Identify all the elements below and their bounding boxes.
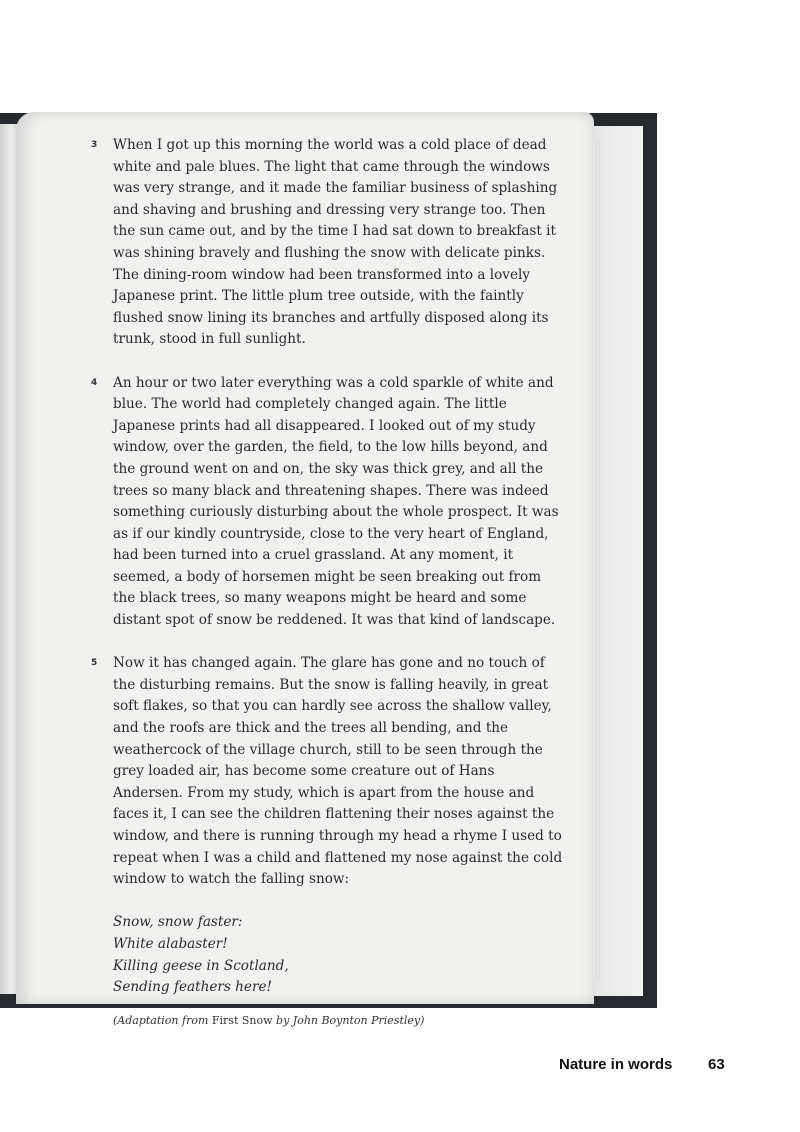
paragraph-number: 5	[91, 658, 98, 669]
page-text	[91, 135, 563, 1029]
paragraph-text: An hour or two later everything was a cold sparkle of white and blue. The world had completely changed again. The little Japanese prints had all disappeared. I looked out of my study window, over the garden, the field, to the low hills beyond, and the ground went on and on, the sky was thick grey, and all the trees so many black and threatening shapes. There was indeed something curiously disturbing about the whole prospect. It was as if our kindly countryside, close to the very heart of England, had been turned into a cruel grassland. At any moment, it seemed, a body of horsemen might be seen breaking out from the black trees, so many weapons might be heard and some distant spot of snow be reddened. It was that kind of landscape.	[113, 374, 559, 629]
citation-suffix: by John Boynton Priestley)	[272, 1013, 425, 1027]
citation-prefix: (Adaptation from	[113, 1013, 212, 1027]
poem-line: Sending feathers here!	[113, 979, 272, 996]
paragraph-5	[91, 653, 563, 891]
poem	[113, 912, 563, 998]
paragraph-text: Now it has changed again. The glare has gone and no touch of the disturbing remains. But the snow is falling heavily, in great soft flakes, so that you can hardly see across the shallow valley, and the roofs are thick and the trees all bending, and the weathercock of the village church, still to be seen through the grey loaded air, has become some creature out of Hans Andersen. From my study, which is apart from the house and faces it, I can see the children flattening their noses against the window, and there is running through my head a rhyme I used to repeat when I was a child and flattened my nose against the cold window to watch the falling snow:	[113, 655, 563, 888]
poem-line: White alabaster!	[113, 935, 228, 952]
paragraph-3	[91, 135, 563, 351]
paragraph-number: 3	[91, 140, 98, 150]
section-title: Nature in words	[559, 1056, 673, 1073]
poem-line: Snow, snow faster:	[113, 914, 243, 931]
citation-work: First Snow	[211, 1013, 273, 1027]
paragraph-text: When I got up this morning the world was a cold place of dead white and pale blues. The light that came through the windows was very strange, and it made the familiar business of splashing and shaving and brushing and dressing very strange too. Then the sun came out, and by the time I had sat down to breakfast it was shining bravely and flushing the snow with delicate pinks. The dining-room window had been transformed into a lovely Japanese print. The little plum tree outside, with the faintly flushed snow lining its branches and artfully disposed along its trunk, stood in full sunlight.	[113, 137, 558, 348]
poem-line: Killing geese in Scotland,	[113, 957, 289, 974]
paragraph-4	[91, 373, 563, 632]
paragraph-number: 4	[91, 377, 98, 388]
citation	[113, 1013, 563, 1029]
page-number: 63	[708, 1056, 725, 1073]
